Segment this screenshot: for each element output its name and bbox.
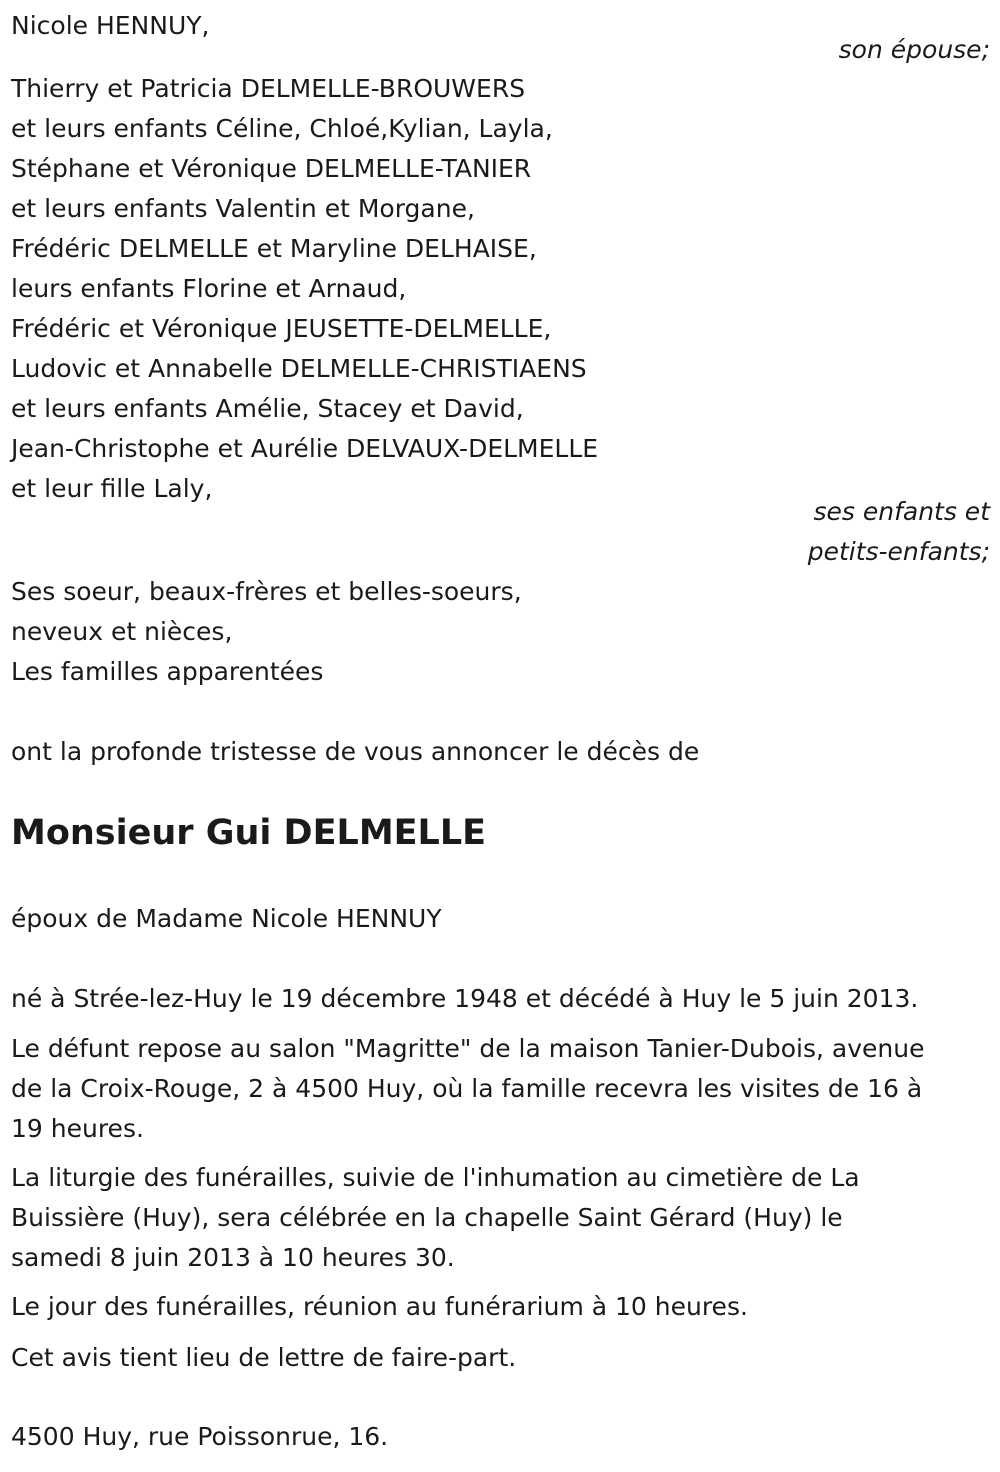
detail-line: Le défunt repose au salon "Magritte" de la maison Tanier-Dubois, avenue (11, 1034, 925, 1063)
spouse-role: son épouse; (838, 35, 990, 64)
announcement-text: ont la profonde tristesse de vous annoncer le décès de (11, 737, 700, 766)
children-line: Stéphane et Véronique DELMELLE-TANIER (11, 154, 532, 183)
detail-line: Cet avis tient lieu de lettre de faire-part. (11, 1343, 517, 1372)
children-role-line: petits-enfants; (807, 537, 990, 566)
detail-line: samedi 8 juin 2013 à 10 heures 30. (11, 1243, 455, 1272)
children-line: et leurs enfants Céline, Chloé,Kylian, Layla, (11, 114, 553, 143)
address-text: 4500 Huy, rue Poissonrue, 16. (11, 1422, 389, 1451)
detail-line: né à Strée-lez-Huy le 19 décembre 1948 et décédé à Huy le 5 juin 2013. (11, 984, 919, 1013)
children-line: leurs enfants Florine et Arnaud, (11, 274, 407, 303)
detail-line: de la Croix-Rouge, 2 à 4500 Huy, où la famille recevra les visites de 16 à (11, 1074, 923, 1103)
children-line: Jean-Christophe et Aurélie DELVAUX-DELMELLE (11, 434, 599, 463)
detail-line: Buissière (Huy), sera célébrée en la chapelle Saint Gérard (Huy) le (11, 1203, 843, 1232)
detail-line: Le jour des funérailles, réunion au funérarium à 10 heures. (11, 1292, 748, 1321)
children-line: Frédéric et Véronique JEUSETTE-DELMELLE, (11, 314, 552, 343)
family-line: neveux et nièces, (11, 617, 233, 646)
children-line: Frédéric DELMELLE et Maryline DELHAISE, (11, 234, 537, 263)
children-line: et leurs enfants Amélie, Stacey et David, (11, 394, 524, 423)
children-role-line: ses enfants et (813, 497, 990, 526)
family-line: Ses soeur, beaux-frères et belles-soeurs, (11, 577, 522, 606)
detail-line: 19 heures. (11, 1114, 144, 1143)
spouse-name: Nicole HENNUY, (11, 11, 210, 40)
spouse-of-text: époux de Madame Nicole HENNUY (11, 904, 442, 933)
children-line: Thierry et Patricia DELMELLE-BROUWERS (11, 74, 526, 103)
children-line: et leur fille Laly, (11, 474, 213, 503)
detail-line: La liturgie des funérailles, suivie de l'inhumation au cimetière de La (11, 1163, 860, 1192)
children-line: et leurs enfants Valentin et Morgane, (11, 194, 475, 223)
children-line: Ludovic et Annabelle DELMELLE-CHRISTIAENS (11, 354, 587, 383)
family-line: Les familles apparentées (11, 657, 324, 686)
deceased-name: Monsieur Gui DELMELLE (11, 813, 487, 853)
